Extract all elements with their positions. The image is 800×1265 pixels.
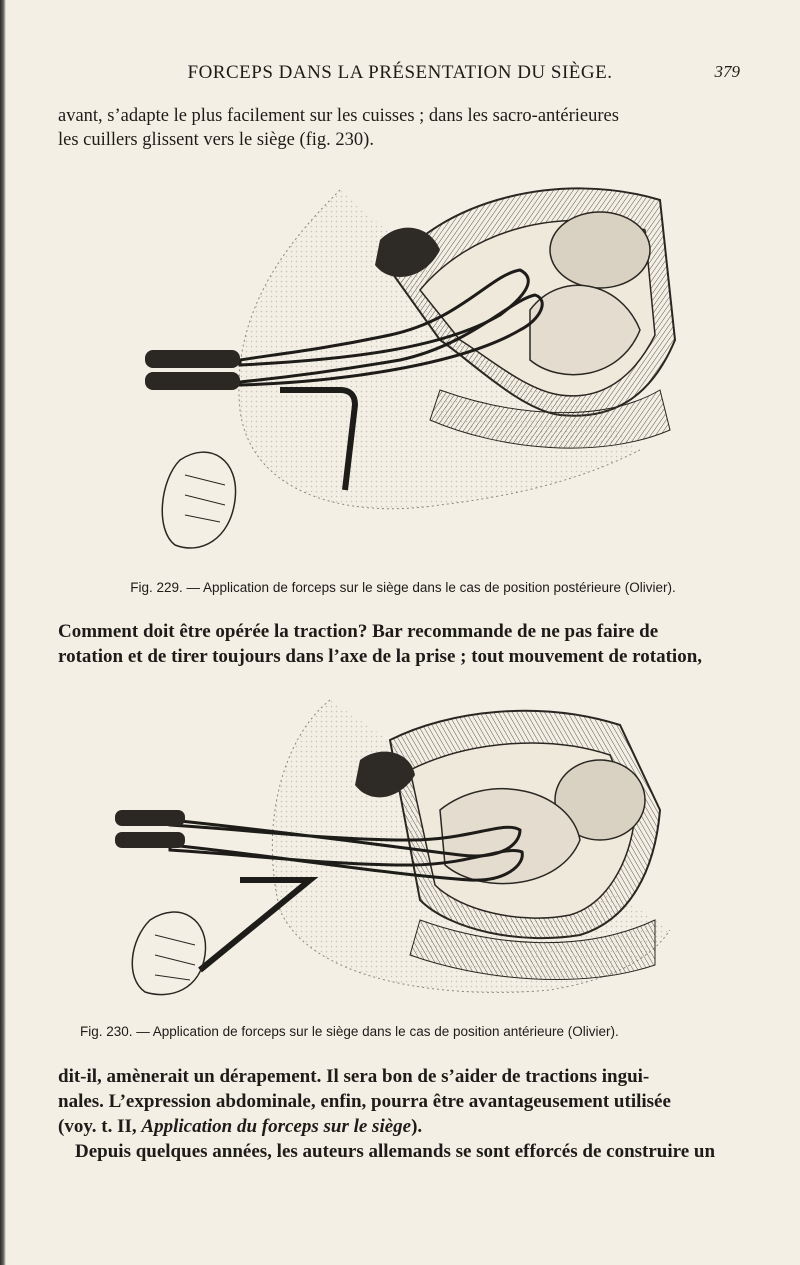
paragraph-line [58, 1115, 738, 1138]
figure-229-caption: Fig. 229. — Application de forceps sur le siège dans le cas de position postérieure (Olivier). [130, 580, 676, 595]
figure-230-illustration [110, 680, 690, 1010]
citation-title: Application du forceps sur le siège [141, 1116, 412, 1137]
paragraph-line: dit-il, amènerait un dérapement. Il sera bon de s’aider de tractions ingui- [58, 1066, 650, 1087]
paragraph-line: Depuis quelques années, les auteurs allemands se sont efforcés de construire un [75, 1141, 716, 1162]
figure-229-illustration [140, 160, 680, 580]
paragraph-line: rotation et de tirer toujours dans l’axe de la prise ; tout mouvement de rotation, [58, 646, 703, 667]
paragraph-line: Comment doit être opérée la traction? Bar recommande de ne pas faire de [58, 621, 659, 642]
citation-suffix: ). [411, 1116, 423, 1137]
page-binding-edge [0, 0, 6, 1265]
running-header [60, 62, 740, 88]
figure-230-caption: Fig. 230. — Application de forceps sur le siège dans le cas de position antérieure (Olivier). [80, 1024, 619, 1039]
paragraph-line: nales. L’expression abdominale, enfin, pourra être avantageusement utilisée [58, 1091, 671, 1112]
paragraph-line: les cuillers glissent vers le siège (fig. 230). [58, 130, 374, 150]
citation-prefix: (voy. t. II, [58, 1116, 142, 1137]
running-title: FORCEPS DANS LA PRÉSENTATION DU SIÈGE. [187, 62, 613, 83]
paragraph-line: avant, s’adapte le plus facilement sur les cuisses ; dans les sacro-antérieures [58, 106, 619, 126]
page-number: 379 [714, 62, 740, 81]
